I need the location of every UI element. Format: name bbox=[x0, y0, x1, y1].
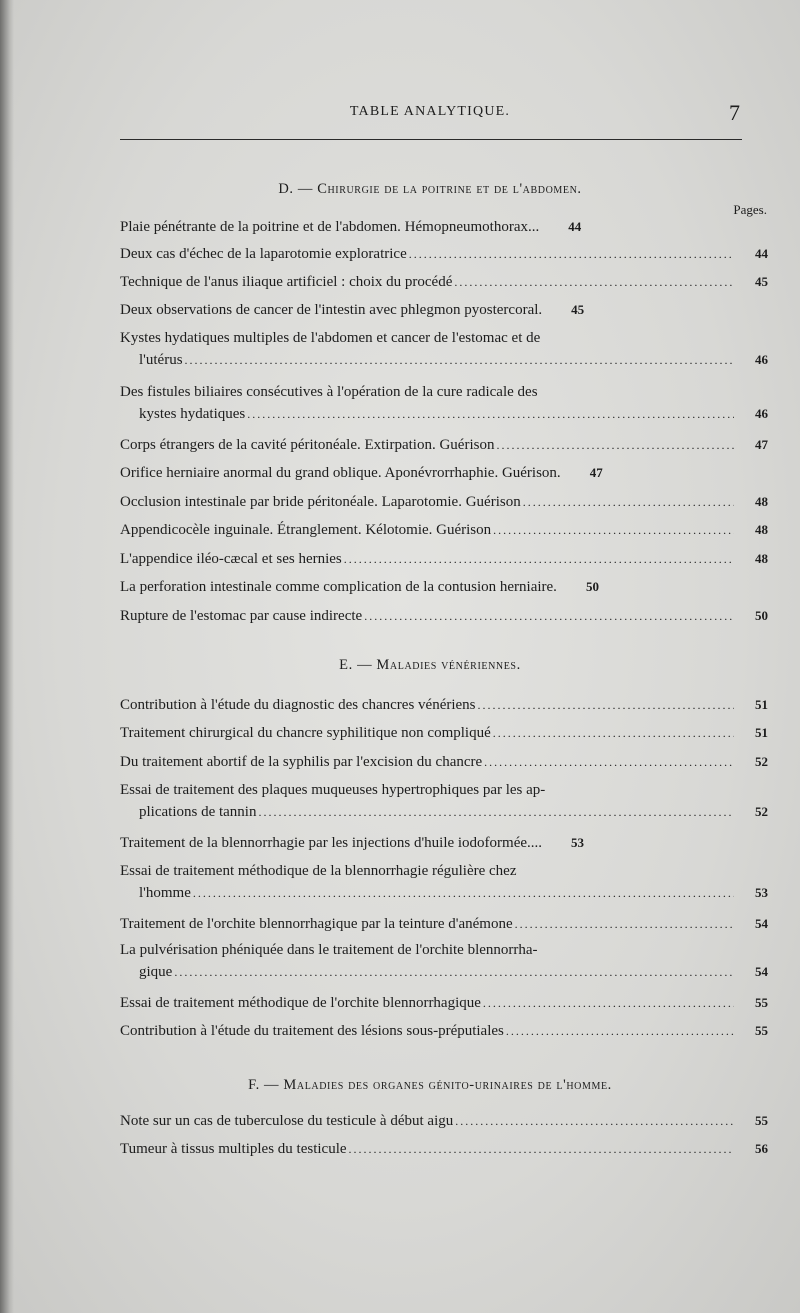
toc-entry bbox=[120, 942, 768, 986]
toc-entry bbox=[120, 384, 768, 428]
entry-page: 50 bbox=[585, 579, 599, 594]
entry-text: Du traitement abortif de la syphilis par l'excision du chancre bbox=[120, 754, 483, 770]
entry-text: Technique de l'anus iliaque artificiel : choix du procédé bbox=[120, 274, 453, 290]
toc-entry bbox=[120, 522, 768, 544]
dot-leader bbox=[515, 917, 734, 932]
toc-entry bbox=[120, 782, 768, 826]
section-title: Maladies des organes génito-urinaires de l'homme. bbox=[283, 1077, 612, 1093]
dot-leader bbox=[523, 495, 734, 510]
section-title: Chirurgie de la poitrine et de l'abdomen. bbox=[317, 181, 582, 197]
dot-leader bbox=[349, 1142, 734, 1157]
entry-text: Essai de traitement méthodique de l'orchite blennorrhagique bbox=[120, 995, 481, 1011]
entry-page: 44 bbox=[568, 219, 582, 234]
toc-entry bbox=[120, 246, 768, 268]
dot-leader bbox=[174, 965, 734, 980]
entry-page: 55 bbox=[755, 1023, 768, 1038]
toc-entry bbox=[120, 219, 768, 241]
toc-entry bbox=[120, 551, 768, 573]
section-heading-d bbox=[120, 181, 740, 198]
dot-leader bbox=[185, 353, 734, 368]
entry-page: 51 bbox=[755, 725, 768, 740]
entry-text: Appendicocèle inguinale. Étranglement. Kélotomie. Guérison bbox=[120, 522, 492, 538]
toc-entry bbox=[120, 725, 768, 747]
entry-text: Orifice herniaire anormal du grand oblique. Aponévrorrhaphie. Guérison. bbox=[120, 465, 561, 481]
entry-page: 46 bbox=[755, 352, 768, 367]
entry-page: 45 bbox=[571, 302, 585, 317]
dot-leader bbox=[478, 698, 734, 713]
header-rule bbox=[120, 139, 742, 140]
entry-text: Deux cas d'échec de la laparotomie exploratrice bbox=[120, 246, 407, 262]
dot-leader bbox=[455, 1114, 734, 1129]
dot-leader bbox=[506, 1024, 734, 1039]
entry-text: Corps étrangers de la cavité péritonéale. Extirpation. Guérison bbox=[120, 437, 495, 453]
entry-page: 46 bbox=[755, 406, 768, 421]
toc-entry bbox=[120, 330, 768, 374]
entry-page: 55 bbox=[755, 995, 768, 1010]
dot-leader bbox=[247, 407, 734, 422]
page-edge-shadow bbox=[0, 0, 14, 1313]
running-head bbox=[120, 100, 740, 130]
toc-entry bbox=[120, 1113, 768, 1135]
dot-leader bbox=[493, 523, 734, 538]
toc-entry bbox=[120, 465, 768, 487]
toc-entry bbox=[120, 302, 768, 324]
entry-text: Traitement de l'orchite blennorrhagique par la teinture d'anémone bbox=[120, 916, 513, 932]
entry-page: 53 bbox=[755, 885, 768, 900]
dot-leader bbox=[344, 552, 734, 567]
dot-leader bbox=[483, 996, 734, 1011]
toc-entry bbox=[120, 754, 768, 776]
toc-entry bbox=[120, 608, 768, 630]
entry-text: Plaie pénétrante de la poitrine et de l'abdomen. Hémopneumothorax... bbox=[120, 219, 540, 235]
toc-entry bbox=[120, 494, 768, 516]
section-heading-f bbox=[120, 1077, 740, 1094]
entry-text: La perforation intestinale comme complication de la contusion herniaire. bbox=[120, 579, 557, 595]
entry-page: 51 bbox=[755, 697, 768, 712]
entry-page: 54 bbox=[755, 916, 768, 931]
toc-entry bbox=[120, 835, 768, 857]
dot-leader bbox=[496, 438, 734, 453]
section-letter: D. — bbox=[278, 181, 313, 197]
toc-entry bbox=[120, 437, 768, 459]
entry-text: Essai de traitement méthodique de la blennorrhagie régulière chez bbox=[120, 863, 517, 879]
dot-leader bbox=[484, 755, 734, 770]
toc-entry bbox=[120, 697, 768, 719]
toc-entry bbox=[120, 863, 768, 907]
entry-text: Traitement de la blennorrhagie par les injections d'huile iodoformée.... bbox=[120, 835, 543, 851]
entry-text: Des fistules biliaires consécutives à l'opération de la cure radicale des bbox=[120, 384, 538, 400]
entry-text: Note sur un cas de tuberculose du testicule à début aigu bbox=[120, 1113, 454, 1129]
entry-text: l'homme bbox=[139, 885, 191, 901]
entry-page: 48 bbox=[755, 522, 768, 537]
section-heading-e bbox=[120, 657, 740, 674]
entry-text: Traitement chirurgical du chancre syphilitique non compliqué bbox=[120, 725, 491, 741]
section-letter: F. — bbox=[248, 1077, 280, 1093]
dot-leader bbox=[258, 805, 734, 820]
entry-text: Kystes hydatiques multiples de l'abdomen et cancer de l'estomac et de bbox=[120, 330, 541, 346]
entry-text: Tumeur à tissus multiples du testicule bbox=[120, 1141, 347, 1157]
running-title: TABLE ANALYTIQUE. bbox=[349, 104, 511, 119]
toc-entry bbox=[120, 274, 768, 296]
page-number: 7 bbox=[729, 100, 740, 125]
entry-page: 48 bbox=[755, 494, 768, 509]
toc-entry bbox=[120, 1023, 768, 1045]
entry-text: Essai de traitement des plaques muqueuses hypertrophiques par les ap- bbox=[120, 782, 546, 798]
pages-column-label: Pages. bbox=[733, 202, 767, 217]
dot-leader bbox=[493, 726, 734, 741]
entry-text: L'appendice iléo-cæcal et ses hernies bbox=[120, 551, 342, 567]
entry-text: Contribution à l'étude du traitement des lésions sous-préputiales bbox=[120, 1023, 504, 1039]
entry-text: Rupture de l'estomac par cause indirecte bbox=[120, 608, 363, 624]
entry-text: kystes hydatiques bbox=[139, 406, 246, 422]
entry-text: gique bbox=[139, 964, 173, 980]
section-title: Maladies vénériennes. bbox=[376, 657, 521, 673]
entry-page: 52 bbox=[755, 804, 768, 819]
entry-page: 47 bbox=[589, 465, 603, 480]
entry-text: Occlusion intestinale par bride péritonéale. Laparotomie. Guérison bbox=[120, 494, 521, 510]
entry-text: Contribution à l'étude du diagnostic des chancres vénériens bbox=[120, 697, 476, 713]
entry-page: 52 bbox=[755, 754, 768, 769]
entry-page: 44 bbox=[755, 246, 768, 261]
entry-page: 47 bbox=[755, 437, 768, 452]
toc-entry bbox=[120, 916, 768, 938]
entry-page: 45 bbox=[755, 274, 768, 289]
dot-leader bbox=[193, 886, 734, 901]
toc-entry bbox=[120, 1141, 768, 1163]
entry-page: 54 bbox=[755, 964, 768, 979]
entry-page: 50 bbox=[755, 608, 768, 623]
entry-text: La pulvérisation phéniquée dans le traitement de l'orchite blennorrha- bbox=[120, 942, 538, 958]
dot-leader bbox=[364, 609, 734, 624]
entry-text: Deux observations de cancer de l'intestin avec phlegmon pyostercoral. bbox=[120, 302, 543, 318]
dot-leader bbox=[454, 275, 734, 290]
dot-leader bbox=[409, 247, 734, 262]
entry-text: plications de tannin bbox=[139, 804, 257, 820]
entry-page: 56 bbox=[755, 1141, 768, 1156]
entry-text: l'utérus bbox=[139, 352, 183, 368]
entry-page: 48 bbox=[755, 551, 768, 566]
entry-page: 53 bbox=[571, 835, 585, 850]
toc-entry bbox=[120, 995, 768, 1017]
section-letter: E. — bbox=[339, 657, 373, 673]
entry-page: 55 bbox=[755, 1113, 768, 1128]
toc-entry bbox=[120, 579, 768, 601]
